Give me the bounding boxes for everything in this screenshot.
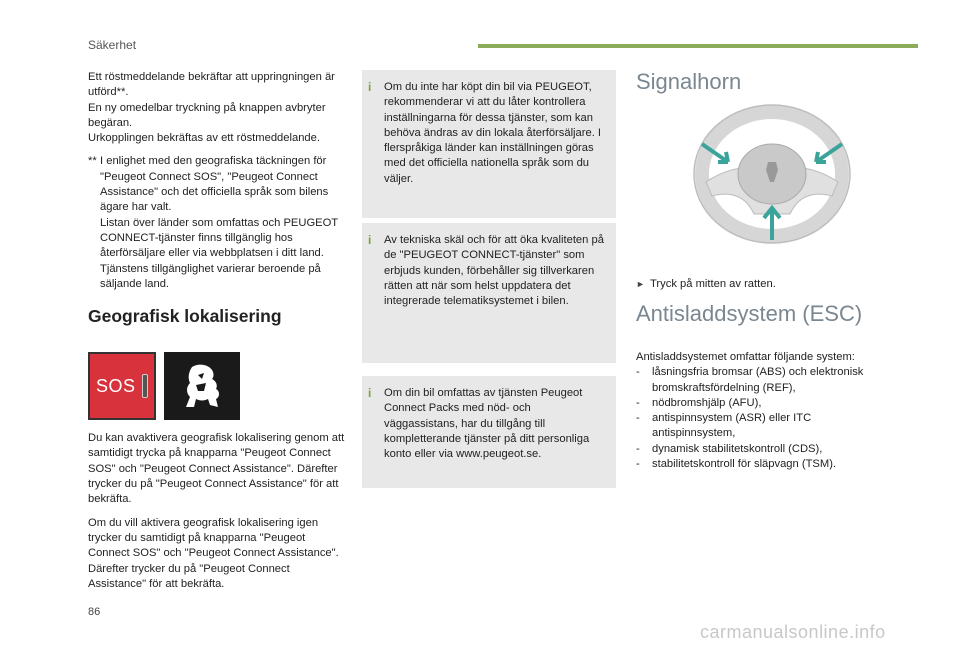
- info-note: [362, 70, 616, 218]
- footnote-text: I enlighet med den geografiska täckningen för "Peugeot Connect SOS", "Peugeot Connect Assistance" och det officiella språk som bilens ägare har valt.: [100, 155, 329, 214]
- instruction: [636, 277, 896, 292]
- list-item: - nödbromshjälp (AFU),: [636, 396, 762, 409]
- paragraph: Antisladdsystemet omfattar följande system:: [636, 351, 855, 363]
- button-illustrations: [88, 352, 348, 420]
- peugeot-lion-icon: [178, 361, 226, 411]
- assistance-button-illustration: [164, 352, 240, 420]
- sos-button-illustration: [88, 352, 156, 420]
- column-right: [636, 70, 896, 472]
- system-list: [636, 365, 896, 472]
- paragraph: Ett röstmeddelande bekräftar att uppringningen är utförd**.: [88, 71, 335, 99]
- section-title: Säkerhet: [88, 38, 137, 52]
- list-item: - antispinnsystem (ASR) eller ITC antispinnsystem,: [636, 412, 812, 440]
- page-number: 86: [88, 606, 101, 618]
- column-middle: [362, 70, 616, 488]
- note-text: Om din bil omfattas av tjänsten Peugeot Connect Packs med nöd- och väggassistans, har du tillgång till kompletterande tjänster på ditt personliga konto eller via www.peugeot.se.: [384, 387, 590, 461]
- paragraph: En ny omedelbar tryckning på knappen avbryter begäran.: [88, 101, 326, 129]
- watermark: carmanualsonline.info: [700, 622, 886, 642]
- header-accent-bar: [478, 44, 918, 48]
- section-heading: Antisladdsystem (ESC): [636, 301, 863, 326]
- column-left: [88, 70, 348, 592]
- instruction-text: Tryck på mitten av ratten.: [650, 278, 776, 290]
- info-note: [362, 376, 616, 488]
- sos-led-icon: [142, 374, 148, 398]
- list-item: - dynamisk stabilitetskontroll (CDS),: [636, 442, 823, 455]
- info-icon: i: [368, 233, 372, 247]
- info-note: [362, 223, 616, 363]
- footnote: [88, 154, 348, 292]
- paragraph: Urkopplingen bekräftas av ett röstmeddelande.: [88, 132, 320, 145]
- info-icon: i: [368, 386, 372, 400]
- info-icon: i: [368, 80, 372, 94]
- section-heading: Signalhorn: [636, 69, 742, 94]
- paragraph: Du kan avaktivera geografisk lokalisering genom att samtidigt trycka på knapparna "Peugeot Connect SOS" och "Peugeot Connect Assistance". Därefter trycker du på "Peugeot Connect Assistance" för att bekräfta.: [88, 432, 345, 506]
- list-item: - låsningsfria bromsar (ABS) och elektronisk bromskraftsfördelning (REF),: [636, 366, 864, 394]
- list-item: - stabilitetskontroll för släpvagn (TSM).: [636, 458, 837, 471]
- footnote-text: Listan över länder som omfattas och PEUGEOT CONNECT-tjänster finns tillgänglig hos återförsäljare eller via webbplatsen i ditt land. Tjänstens tillgänglighet varierar beroende på säljande land.: [100, 216, 338, 290]
- steering-wheel-illustration: [692, 104, 852, 244]
- paragraph: Om du vill aktivera geografisk lokalisering igen trycker du samtidigt på knapparna "Peugeot Connect SOS" och "Peugeot Connect Assistance". Därefter trycker du på "Peugeot Connect Assistance" för att bekräfta.: [88, 516, 339, 590]
- footnote-mark: **: [88, 155, 97, 168]
- note-text: Av tekniska skäl och för att öka kvaliteten på de "PEUGEOT CONNECT-tjänster" som erbjuds kunden, förbehåller sig tillverkaren rätten att när som helst uppdatera det integrerade telematiksystemet i bilen.: [384, 234, 604, 308]
- section-heading: Geografisk lokalisering: [88, 306, 282, 327]
- note-text: Om du inte har köpt din bil via PEUGEOT, rekommenderar vi att du låter kontrollera inställningarna för dessa tjänster, som kan behöva ändras av din lokala återförsäljare. I flerspråkiga länder kan inställningen göras med det officiella nationella språk som du väljer.: [384, 81, 602, 185]
- sos-label: SOS: [96, 376, 136, 397]
- arrow-right-icon: ►: [636, 279, 645, 289]
